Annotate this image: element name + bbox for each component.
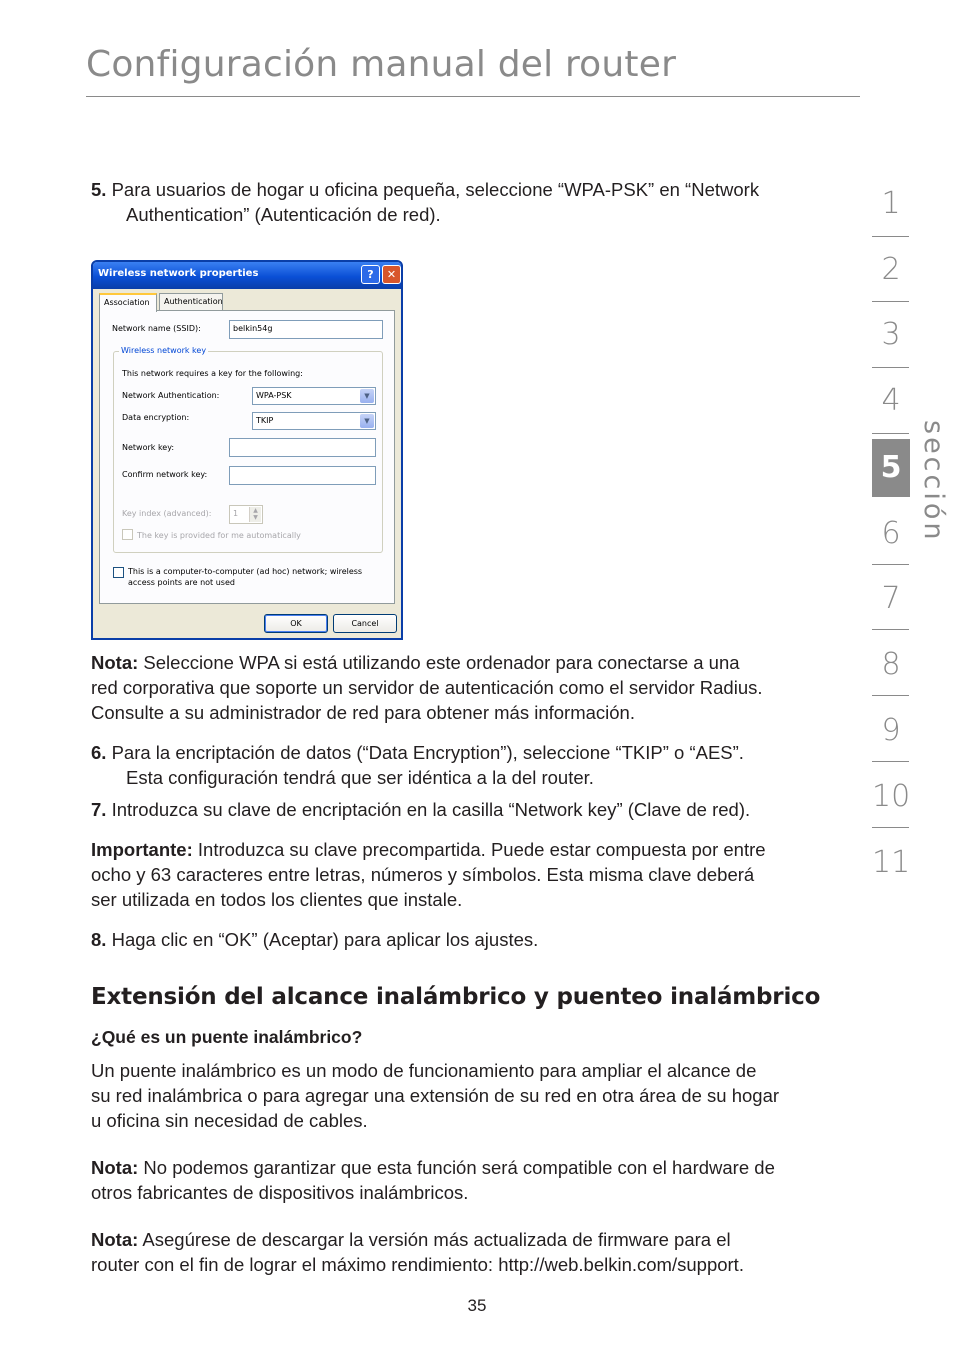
note-text: red corporativa que soporte un servidor de autenticación como el servidor Radius.	[91, 677, 763, 698]
network-name-input[interactable]: belkin54g	[229, 320, 383, 339]
important-text: ser utilizada en todos los clientes que instale.	[91, 889, 463, 910]
key-index-value: 1	[233, 509, 239, 518]
note-text: Consulte a su administrador de red para obtener más información.	[91, 702, 635, 723]
note-label: Nota:	[91, 652, 139, 673]
step-text: Authentication” (Autenticación de red).	[126, 204, 441, 225]
section-label: sección	[918, 420, 949, 543]
key-index-spinner	[229, 505, 263, 524]
nav-divider	[872, 761, 909, 762]
network-key-input[interactable]	[229, 438, 376, 457]
page-title: Configuración manual del router	[86, 44, 677, 85]
section-nav-item-active[interactable]: 5	[872, 439, 910, 497]
note-firmware	[91, 1227, 866, 1277]
encryption-value: TKIP	[256, 416, 274, 425]
note-compatibility	[91, 1155, 866, 1205]
confirm-key-label: Confirm network key:	[122, 470, 208, 479]
tab-association[interactable]: Association	[99, 293, 157, 312]
network-name-label: Network name (SSID):	[112, 324, 201, 333]
section-nav-item[interactable]: 1	[881, 186, 901, 221]
group-title: Wireless network key	[121, 346, 207, 355]
close-button[interactable]: ✕	[382, 265, 401, 284]
cancel-button[interactable]: Cancel	[333, 614, 397, 633]
important-text: ocho y 63 caracteres entre letras, números y símbolos. Esta misma clave deberá	[91, 864, 755, 885]
tab-authentication[interactable]: Authentication	[159, 293, 223, 311]
nav-divider	[872, 433, 909, 434]
encryption-select[interactable]	[252, 412, 376, 430]
important-note	[91, 837, 866, 912]
adhoc-label-line2: access points are not used	[128, 578, 235, 587]
nav-divider	[872, 301, 909, 302]
note-text: otros fabricantes de dispositivos inalámbricos.	[91, 1182, 469, 1203]
note-text: No podemos garantizar que esta función será compatible con el hardware de	[143, 1157, 775, 1178]
step-7	[91, 797, 866, 822]
step-number: 6.	[91, 742, 107, 763]
note-label: Nota:	[91, 1229, 139, 1250]
wireless-properties-dialog	[91, 260, 403, 640]
chevron-down-icon[interactable]: ▼	[360, 414, 374, 428]
section-nav-item[interactable]: 11	[872, 845, 911, 880]
section-nav-item[interactable]: 10	[872, 779, 911, 814]
page-number: 35	[467, 1296, 487, 1315]
note-label: Nota:	[91, 1157, 139, 1178]
step-text: Introduzca su clave de encriptación en la casilla “Network key” (Clave de red).	[111, 799, 751, 820]
note-text: router con el fin de lograr el máximo rendimiento: http://web.belkin.com/support.	[91, 1254, 744, 1275]
step-number: 7.	[91, 799, 107, 820]
section-nav-item[interactable]: 7	[881, 581, 901, 616]
encryption-label: Data encryption:	[122, 413, 190, 422]
nav-divider	[872, 695, 909, 696]
nav-divider	[872, 827, 909, 828]
section-nav-item[interactable]: 9	[881, 713, 901, 748]
spinner-arrows-icon: ▲ ▼	[249, 507, 261, 522]
body-text: Un puente inalámbrico es un modo de funcionamiento para ampliar el alcance de	[91, 1060, 757, 1081]
bridge-description	[91, 1058, 866, 1133]
adhoc-label-line1: This is a computer-to-computer (ad hoc) network; wireless	[128, 567, 363, 576]
step-6	[91, 740, 866, 790]
section-nav-item[interactable]: 2	[881, 252, 901, 287]
section-nav-item[interactable]: 6	[881, 516, 901, 551]
requires-text: This network requires a key for the following:	[122, 369, 303, 378]
note-wpa	[91, 650, 866, 725]
step-text: Esta configuración tendrá que ser idéntica a la del router.	[126, 767, 594, 788]
nav-divider	[872, 564, 909, 565]
nav-divider	[872, 629, 909, 630]
network-key-label: Network key:	[122, 443, 175, 452]
body-text: su red inalámbrica o para agregar una extensión de su red en otra área de su hogar	[91, 1085, 780, 1106]
step-5	[91, 177, 866, 227]
help-button[interactable]: ?	[361, 265, 380, 284]
step-number: 8.	[91, 929, 107, 950]
chevron-down-icon[interactable]: ▼	[360, 389, 374, 403]
section-nav-item[interactable]: 8	[881, 647, 901, 682]
ok-button[interactable]: OK	[264, 614, 328, 633]
step-number: 5.	[91, 179, 107, 200]
subheading: ¿Qué es un puente inalámbrico?	[91, 1027, 363, 1047]
key-index-label: Key index (advanced):	[122, 509, 212, 518]
important-label: Importante:	[91, 839, 193, 860]
auth-select[interactable]	[252, 387, 376, 405]
step-text: Haga clic en “OK” (Aceptar) para aplicar los ajustes.	[111, 929, 539, 950]
adhoc-checkbox[interactable]	[113, 567, 124, 578]
step-text: Para usuarios de hogar u oficina pequeña, seleccione “WPA-PSK” en “Network	[111, 179, 760, 200]
important-text: Introduzca su clave precompartida. Puede estar compuesta por entre	[197, 839, 766, 860]
nav-divider	[872, 236, 909, 237]
association-panel	[99, 310, 395, 604]
step-text: Para la encriptación de datos (“Data Encryption”), seleccione “TKIP” o “AES”.	[111, 742, 744, 763]
note-text: Seleccione WPA si está utilizando este ordenador para conectarse a una	[143, 652, 740, 673]
section-heading: Extensión del alcance inalámbrico y puenteo inalámbrico	[91, 984, 821, 1010]
auto-key-checkbox	[122, 529, 133, 540]
section-nav-item[interactable]: 3	[881, 317, 901, 352]
auto-key-label: The key is provided for me automatically	[137, 531, 301, 540]
note-text: Asegúrese de descargar la versión más actualizada de firmware para el	[142, 1229, 731, 1250]
dialog-titlebar	[93, 262, 401, 289]
dialog-title: Wireless network properties	[98, 268, 259, 279]
nav-divider	[872, 367, 909, 368]
title-rule	[86, 96, 860, 97]
body-text: u oficina sin necesidad de cables.	[91, 1110, 368, 1131]
confirm-key-input[interactable]	[229, 466, 376, 485]
section-nav-item[interactable]: 4	[881, 383, 901, 418]
step-8	[91, 927, 866, 952]
auth-value: WPA-PSK	[256, 391, 292, 400]
auth-label: Network Authentication:	[122, 391, 220, 400]
